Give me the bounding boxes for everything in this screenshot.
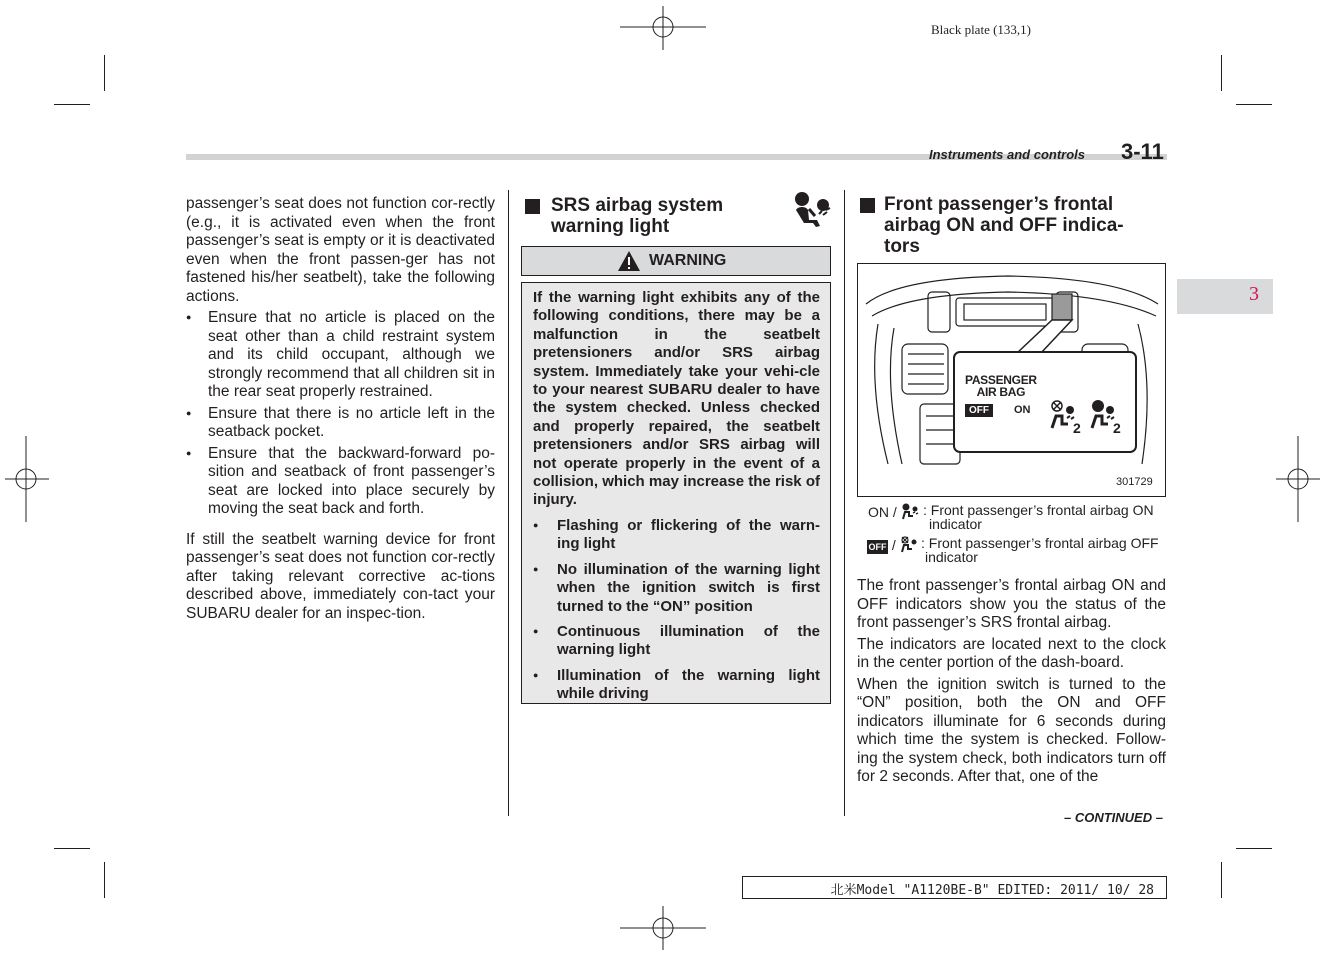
list-item: ● Ensure that the backward-forward po-sition and seatback of front passenger’s seat are locked into place securely by moving the seat back and forth. — [186, 444, 495, 519]
left-closing: If still the seatbelt warning device for front passenger’s seat does not function cor-rectly after taking relevant corrective ac-tions described above, immediately con-tact your SUBARU dealer for an inspec-tion. — [186, 530, 495, 622]
left-column — [186, 195, 495, 623]
off-icon-subscript: 2 — [1073, 420, 1081, 436]
heading-bullet — [525, 199, 540, 214]
continued-label: – CONTINUED – — [1064, 810, 1163, 825]
list-item: ● Flashing or flickering of the warn-ing light — [533, 516, 820, 554]
registration-mark-right — [1276, 436, 1320, 522]
panel-label-line2: AIR BAG — [976, 385, 1026, 399]
warning-content — [533, 289, 820, 704]
on-icon-subscript: 2 — [1113, 420, 1121, 436]
indicator-heading-line3: tors — [884, 236, 920, 257]
registration-mark-bottom — [620, 906, 706, 950]
legend-off-text — [921, 535, 1159, 565]
registration-mark-left — [5, 436, 49, 522]
paragraph: The indicators are located next to the clock in the center portion of the dash-board. — [857, 635, 1166, 671]
dashboard-figure — [857, 263, 1166, 497]
legend-off-text-line2: indicator — [925, 549, 978, 565]
heading-bullet — [860, 198, 875, 213]
footer-box — [742, 876, 1167, 899]
left-intro: passenger’s seat does not function cor-rectly (e.g., it is activated even when the front passenger’s seat is empty or it is deactivated even when the front passen-ger has not fastened his/her seatbelt), take the following actions. — [186, 195, 495, 305]
indicator-heading-line2: airbag ON and OFF indica- — [884, 215, 1124, 236]
airbag-on-icon — [901, 503, 923, 521]
warning-box — [521, 282, 831, 704]
paragraph: The front passenger’s frontal airbag ON and OFF indicators show you the status of the front passenger’s SRS frontal airbag. — [857, 577, 1166, 631]
legend-on-prefix: ON / — [868, 504, 897, 520]
list-item: ● No illumination of the warning light when the ignition switch is first turned to the “ON” position — [533, 560, 820, 616]
page-number: 3-11 — [1121, 139, 1164, 164]
srs-heading — [551, 195, 723, 237]
plate-label: Black plate (133,1) — [931, 22, 1031, 37]
column-divider-right — [844, 190, 845, 816]
warning-triangle-icon — [618, 251, 640, 271]
srs-heading-line1: SRS airbag system — [551, 195, 724, 216]
airbag-off-icon — [900, 536, 922, 554]
legend-on-text-line2: indicator — [929, 516, 982, 532]
list-item: ● Ensure that there is no article left in the seatback pocket. — [186, 404, 495, 442]
column-divider-left — [508, 190, 509, 816]
warning-label: WARNING — [649, 252, 727, 269]
legend-on-text — [923, 502, 1154, 532]
airbag-warning-icon — [793, 190, 833, 228]
figure-number: 301729 — [1116, 476, 1153, 488]
panel-label-line1: PASSENGER — [965, 373, 1037, 387]
paragraph: When the ignition switch is turned to the “ON” position, both the ON and OFF indicators illuminate for 6 seconds during which time the system is checked. Follow-ing the system check, both indicators turn off for 2 seconds. After that, one of the — [857, 675, 1166, 785]
legend-on — [868, 503, 923, 521]
chapter-tab-number: 3 — [1249, 283, 1259, 305]
indicator-heading-line1: Front passenger’s frontal — [884, 194, 1114, 215]
legend-off-text-line1: : Front passenger’s frontal airbag OFF — [921, 535, 1159, 551]
chapter-tab — [1177, 279, 1273, 314]
right-body — [857, 577, 1166, 787]
panel-label — [965, 374, 1037, 398]
list-item: ● Continuous illumination of the warning light — [533, 622, 820, 660]
indicator-heading — [884, 194, 1124, 257]
section-title: Instruments and controls — [929, 147, 1086, 162]
warning-text: If the warning light exhibits any of the following conditions, there may be a malfunction in the seatbelt pretensioners and/or SRS airbag system. Immediately take your vehi-cle to your nearest SUBARU dealer to have the system checked. Unless checked and properly repaired, the seatbelt pretensioners and/or SRS airbag will not operate properly in the event of a collision, which may increase the risk of injury. — [533, 289, 820, 509]
legend-on-text-line1: : Front passenger’s frontal airbag ON — [923, 502, 1154, 518]
off-indicator: OFF — [965, 404, 993, 417]
list-item: ● Illumination of the warning light while driving — [533, 666, 820, 704]
off-badge: OFF — [868, 542, 887, 552]
srs-heading-line2: warning light — [551, 216, 670, 237]
list-item: ● Ensure that no article is placed on the seat other than a child restraint system and its child occupant, although we strongly recommend that all children sit in the rear seat properly restrained. — [186, 308, 495, 402]
warning-header — [521, 246, 831, 276]
registration-mark-top — [620, 6, 706, 50]
footer-text: 北米Model "A1120BE-B" EDITED: 2011/ 10/ 28 — [830, 883, 1154, 898]
legend-off: OFF / — [867, 536, 922, 554]
on-indicator: ON — [1014, 404, 1031, 416]
